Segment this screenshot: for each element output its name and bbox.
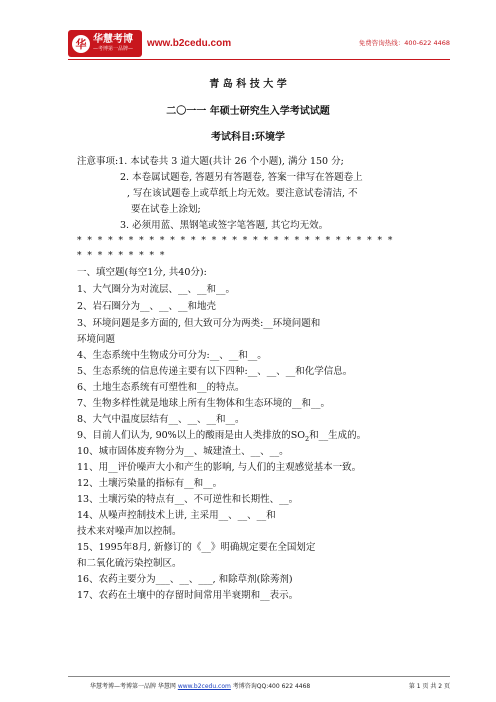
question-13: 13、土壤污染的特点有__、不可逆性和长期性、__。 — [77, 494, 299, 505]
question-9-sub: 2 — [305, 434, 310, 443]
page-header — [0, 0, 496, 62]
question-17: 17、农药在土壤中的存留时间常用半衰期和__表示。 — [77, 590, 299, 601]
question-3: 3、环境问题是多方面的, 但大致可分为两类:__环境问题和 — [77, 318, 321, 329]
separator-stars-2: * * * * * * * * * — [77, 251, 166, 261]
question-15: 15、1995年8月, 新修订的《__》明确规定要在全国划定 — [77, 542, 316, 553]
question-2: 2、岩石圈分为__、__、__和地壳 — [77, 301, 217, 312]
footer-divider — [68, 676, 450, 677]
page-footer — [0, 681, 496, 695]
brand-logo[interactable] — [68, 30, 142, 57]
question-8: 8、大气中温度层结有__、__、__和__。 — [77, 414, 245, 425]
subject-title: 考试科目:环境学 — [211, 132, 285, 143]
logo-tagline: —考博第一品牌— — [93, 46, 134, 52]
notes-line-4: 要在试卷上涂划; — [131, 204, 201, 215]
question-10: 10、城市固体废弃物分为__、城建渣土、__、__。 — [77, 446, 289, 457]
question-4: 4、生态系统中生物成分可分为:__、__和__。 — [77, 350, 267, 361]
question-14-cont: 技术来对噪声加以控制。 — [77, 526, 182, 537]
question-15-cont: 和二氧化硫污染控制区。 — [77, 558, 182, 569]
logo-name: 华慧考博 — [93, 34, 133, 45]
notes-line-3: , 写在该试题卷上或草纸上均无效。要注意试卷清洁, 不 — [127, 188, 358, 199]
question-11: 11、用__评价噪声大小和产生的影响, 与人们的主观感觉基本一致。 — [77, 462, 362, 473]
question-14: 14、从噪声控制技术上讲, 主采用__、__、__和 — [77, 510, 276, 521]
notes-line-5: 3. 必须用蓝、黑钢笔或签字笔答题, 其它均无效。 — [120, 220, 329, 231]
question-1: 1、大气圈分为对流层、__、__和__。 — [77, 284, 236, 295]
footer-link[interactable]: www.b2cedu.com — [177, 683, 231, 690]
footer-qq: 考博咨询QQ:400 622 4468 — [230, 683, 311, 690]
site-url[interactable]: www.b2cedu.com — [147, 38, 232, 49]
page-number: 第 1 页 共 2 页 — [408, 683, 450, 690]
question-3-cont: 环境问题 — [77, 334, 116, 345]
footer-brand: 华慧考博—考博第一品牌 华慧网 — [90, 683, 178, 690]
question-7: 7、生物多样性就是地球上所有生物体和生态环境的__和__。 — [77, 398, 331, 409]
notes-line-2: 2. 本卷属试题卷, 答题另有答题卷, 答案一律写在答题卷上 — [120, 172, 363, 183]
hotline-text: 免费咨询热线：400-622 4468 — [358, 39, 450, 47]
section-heading: 一、填空题(每空1分, 共40分): — [77, 267, 207, 278]
footer-left — [90, 681, 310, 690]
question-9 — [77, 430, 366, 445]
question-12: 12、土壤污染量的指标有__和__。 — [77, 478, 223, 489]
school-title: 青 岛 科 技 大 学 — [209, 79, 287, 90]
logo-icon: 华 — [72, 35, 90, 53]
question-16: 16、农药主要分为___、__、___, 和除草剂(除莠剂) — [77, 574, 293, 585]
question-9-post: 和__生成的。 — [309, 430, 367, 441]
header-divider — [68, 59, 450, 60]
notes-line-1: 注意事项:1. 本试卷共 3 道大题(共计 26 个小题), 满分 150 分; — [77, 156, 344, 167]
question-6: 6、土地生态系统有可塑性和__的特点。 — [77, 382, 245, 393]
question-9-pre: 9、目前人们认为, 90%以上的酸雨是由人类排放的SO — [77, 430, 305, 441]
separator-stars-1: * * * * * * * * * * * * * * * * * * * * * * * * * * * * * * * — [77, 236, 394, 246]
exam-title: 二〇一一 年硕士研究生入学考试试题 — [166, 106, 330, 117]
question-5: 5、生态系统的信息传递主要有以下四种:__、__、__和化学信息。 — [77, 366, 353, 377]
